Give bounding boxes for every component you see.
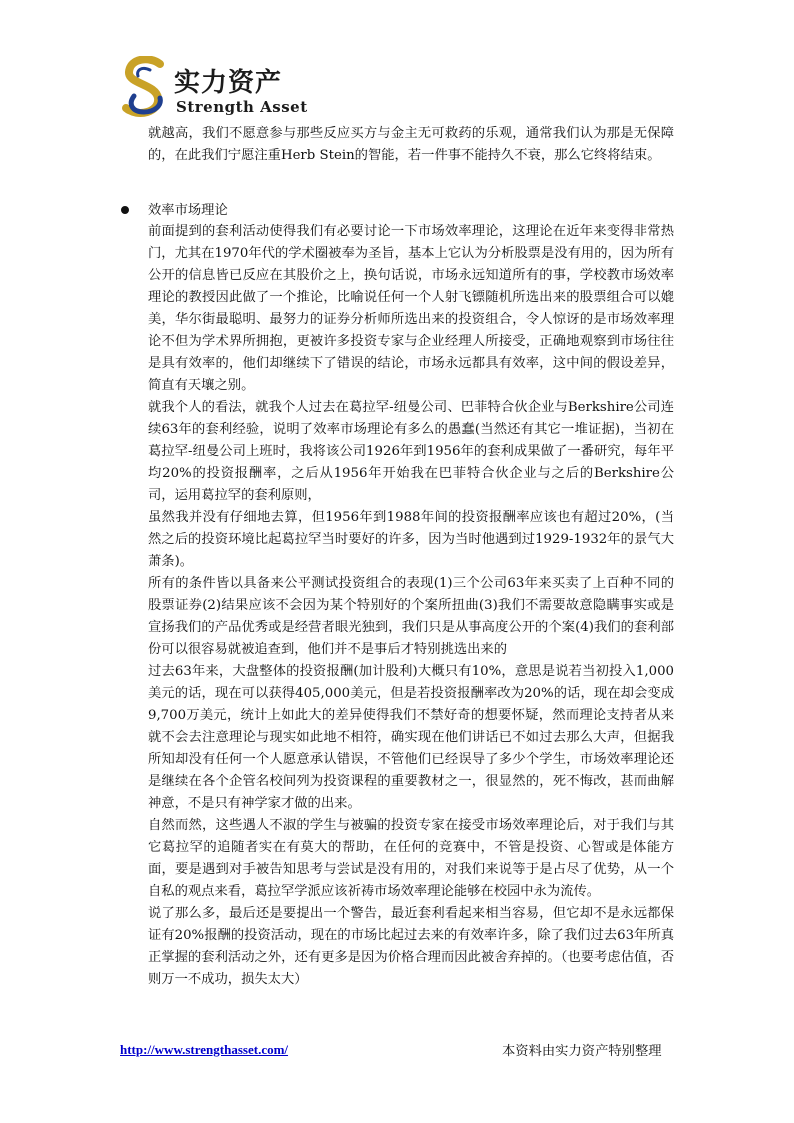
section-title: 效率市场理论: [148, 203, 228, 218]
strength-asset-logo-icon: [120, 56, 170, 118]
section-heading-row: [148, 199, 674, 221]
footer-note: 本资料由实力资产特别整理: [502, 1044, 662, 1059]
brand-name-cn: 实力资产: [174, 68, 283, 98]
brand-name-en: Strength Asset: [176, 98, 308, 116]
footer-website-link[interactable]: http://www.strengthasset.com/: [120, 1042, 289, 1057]
bullet-icon: [121, 206, 129, 214]
document-body: [148, 123, 674, 991]
body-paragraph: 前面提到的套利活动使得我们有必要讨论一下市场效率理论，这理论在近年来变得非常热门，尤其在1970年代的学术圈被奉为圣旨，基本上它认为分析股票是没有用的，因为所有公开的信息皆已反应在其股价之上，换句话说，市场永远知道所有的事，学校教市场效率理论的教授因此做了一个推论，比喻说任何一个人射飞镖随机所选出来的股票组合可以媲美，华尔街最聪明、最努力的证券分析师所选出来的投资组合，令人惊讶的是市场效率理论不但为学术界所拥抱，更被许多投资专家与企业经理人所接受，正确地观察到市场往往是具有效率的，他们却继续下了错误的结论，市场永远都具有效率，这中间的假设差异，简直有天壤之别。: [148, 224, 674, 393]
body-paragraph: 说了那么多，最后还是要提出一个警告，最近套利看起来相当容易，但它却不是永远都保证有20%报酬的投资活动，现在的市场比起过去来的有效率许多，除了我们过去63年所真正掌握的套利活动之外，还有更多是因为价格合理而因此被舍弃掉的。（也要考虑估值，否则万一不成功，损失太大）: [148, 906, 674, 987]
body-paragraph: 过去63年来，大盘整体的投资报酬(加计股利)大概只有10%，意思是说若当初投入1,000美元的话，现在可以获得405,000美元，但是若投资报酬率改为20%的话，现在却会变成9,700万美元，统计上如此大的差异使得我们不禁好奇的想要怀疑，然而理论支持者从来就不会去注意理论与现实如此地不相符，确实现在他们讲话已不如过去那么大声，但据我所知却没有任何一个人愿意承认错误，不管他们已经误导了多少个学生，市场效率理论还是继续在各个企管名校间列为投资课程的重要教材之一，很显然的，死不悔改，甚而曲解神意，不是只有神学家才做的出来。: [148, 664, 674, 811]
spacer: [148, 167, 674, 199]
body-paragraph: 虽然我并没有仔细地去算，但1956年到1988年间的投资报酬率应该也有超过20%，(当然之后的投资环境比起葛拉罕当时要好的许多，因为当时他遇到过1929-1932年的景气大萧条)。: [148, 510, 674, 569]
body-paragraph: 所有的条件皆以具备来公平测试投资组合的表现(1)三个公司63年来买卖了上百种不同的股票证券(2)结果应该不会因为某个特别好的个案所扭曲(3)我们不需要故意隐瞒事实或是宣扬我们的产品优秀或是经营者眼光独到，我们只是从事高度公开的个案(4)我们的套利部份可以很容易就被追查到，他们并不是事后才特别挑选出来的: [148, 576, 674, 657]
body-paragraph: 就我个人的看法，就我个人过去在葛拉罕-纽曼公司、巴菲特合伙企业与Berkshire公司连续63年的套利经验，说明了效率市场理论有多么的愚蠢(当然还有其它一堆证据)，当初在葛拉罕-纽曼公司上班时，我将该公司1926年到1956年的套利成果做了一番研究，每年平均20%的投资报酬率，之后从1956年开始我在巴菲特合伙企业与之后的Berkshire公司，运用葛拉罕的套利原则，: [148, 400, 674, 503]
body-paragraph: 自然而然，这些遇人不淑的学生与被骗的投资专家在接受市场效率理论后，对于我们与其它葛拉罕的追随者实在有莫大的帮助，在任何的竞赛中，不管是投资、心智或是体能方面，要是遇到对手被告知思考与尝试是没有用的，对我们来说等于是占尽了优势，从一个自私的观点来看，葛拉罕学派应该祈祷市场效率理论能够在校园中永为流传。: [148, 818, 674, 899]
intro-paragraph: 就越高，我们不愿意参与那些反应买方与金主无可救药的乐观，通常我们认为那是无保障的，在此我们宁愿注重Herb Stein的智能，若一件事不能持久不衰，那么它终将结束。: [148, 126, 674, 163]
header-logo: [120, 56, 320, 120]
